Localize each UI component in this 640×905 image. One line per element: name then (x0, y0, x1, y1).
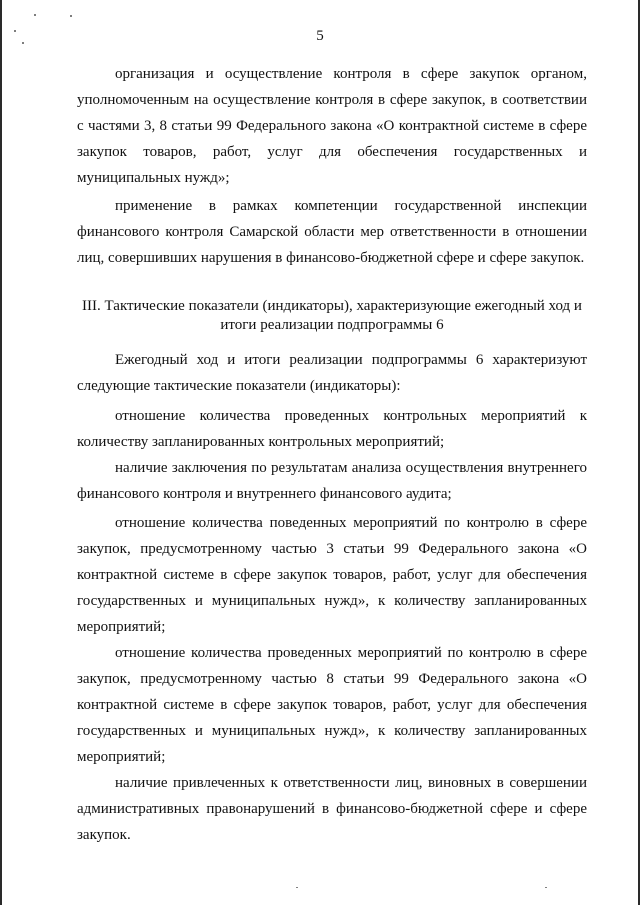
paragraph-indicator-control-events: отношение количества проведенных контрольных мероприятий к количеству запланированных контрольных мероприятий; (77, 408, 587, 450)
paragraph-indicator-part8: отношение количества проведенных мероприятий по контролю в сфере закупок, предусмотренному частью 8 статьи 99 Федерального закона «О контрактной системе в сфере закупок товаров, работ, услуг для обеспечения государственных и муниципальных нужд», к количеству запланированных мероприятий; (77, 645, 587, 765)
scan-speck (70, 15, 72, 17)
scan-speck (34, 14, 36, 16)
paragraph-indicator-part3: отношение количества поведенных мероприятий по контролю в сфере закупок, предусмотренному частью 3 статьи 99 Федерального закона «О контрактной системе в сфере закупок товаров, работ, услуг для обеспечения государственных и муниципальных нужд», к количеству запланированных мероприятий; (77, 515, 587, 635)
section-heading: III. Тактические показатели (индикаторы), характеризующие ежегодный ход и итоги реализации подпрограммы 6 (82, 298, 582, 333)
page-number: 5 (316, 28, 324, 44)
scan-speck (545, 887, 547, 888)
paragraph-indicator-liable-persons: наличие привлеченных к ответственности лиц, виновных в совершении административных правонарушений в финансово-бюджетной сфере и сфере закупок. (77, 775, 587, 843)
paragraph-liability-measures: применение в рамках компетенции государственной инспекции финансового контроля Самарской области мер ответственности в отношении лиц, совершивших нарушения в финансово-бюджетной сфере и сфере закупок. (77, 198, 587, 266)
paragraph-indicator-audit-conclusion: наличие заключения по результатам анализа осуществления внутреннего финансового контроля и внутреннего финансового аудита; (77, 460, 587, 502)
paragraph-indicators-intro: Ежегодный ход и итоги реализации подпрограммы 6 характеризуют следующие тактические показатели (индикаторы): (77, 352, 587, 394)
scan-left-edge (0, 0, 2, 905)
scan-speck (296, 887, 298, 888)
paragraph-control-organization: организация и осуществление контроля в сфере закупок органом, уполномоченным на осуществление контроля в сфере закупок, в соответствии с частями 3, 8 статьи 99 Федерального закона «О контрактной системе в сфере закупок товаров, работ, услуг для обеспечения государственных и муниципальных нужд»; (77, 66, 587, 186)
